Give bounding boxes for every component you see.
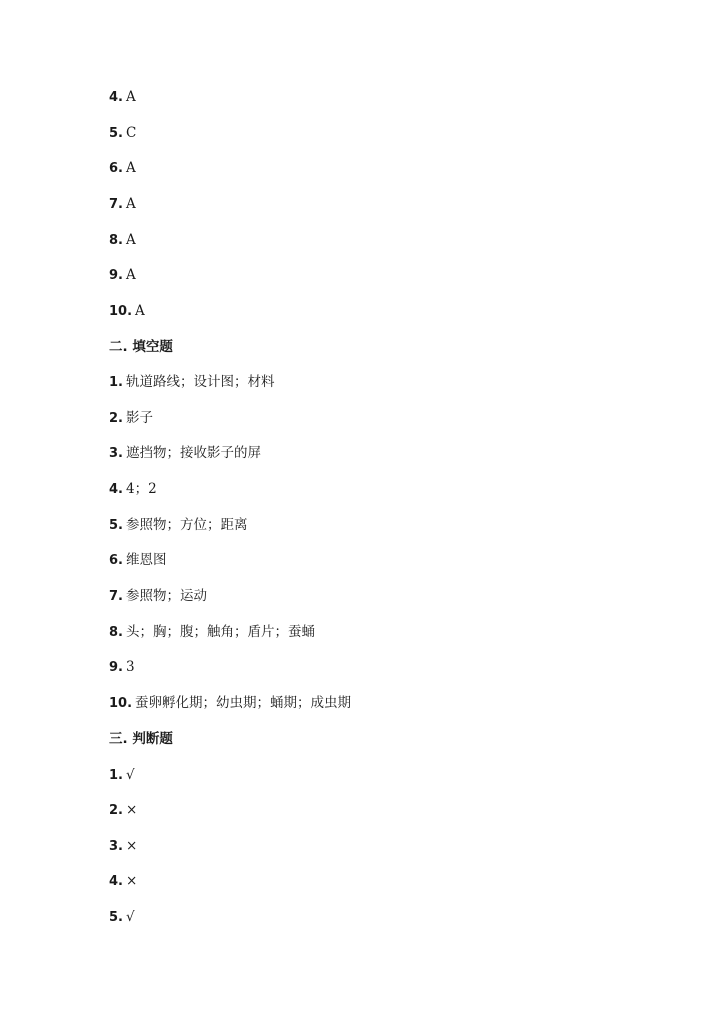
answer-text: √ [125,909,135,925]
question-number: 5. [109,518,123,533]
answer-line [109,122,136,144]
question-number: 4. [109,90,123,105]
question-number: 9. [109,660,123,675]
answer-line [109,549,166,571]
question-number: 10. [109,696,133,711]
answer-line [109,870,137,892]
question-number: 9. [109,268,123,283]
section-heading-true-false: 三. 判断题 [109,731,173,747]
answer-text: × [125,873,138,889]
question-number: 2. [109,803,123,818]
question-number: 7. [109,589,123,604]
question-number: 6. [109,161,123,176]
question-number: 6. [109,553,123,568]
answer-line [109,86,136,108]
answer-line [109,229,136,251]
answer-line [109,478,157,500]
answer-line [109,514,247,536]
answer-line [109,407,153,429]
question-number: 5. [109,126,123,141]
answer-text: 轨道路线；设计图；材料 [125,374,275,390]
answer-line [109,799,137,821]
answer-line [109,656,135,678]
answer-text: A [135,303,145,319]
question-number: 8. [109,625,123,640]
answer-line [109,585,207,607]
question-number: 5. [109,910,123,925]
answer-line [109,906,135,928]
question-number: 3. [109,839,123,854]
answer-line [109,264,136,286]
section-heading-fill-in: 二. 填空题 [109,339,173,355]
answer-text: C [125,125,137,141]
question-number: 2. [109,411,123,426]
answer-line [109,157,136,179]
question-number: 4. [109,874,123,889]
question-number: 7. [109,197,123,212]
answer-line [109,300,145,322]
answer-text: A [125,160,136,176]
answer-text: A [125,232,136,248]
answer-line [109,621,315,643]
answer-text: 维恩图 [125,552,167,568]
question-number: 10. [109,304,133,319]
answer-line [109,193,136,215]
answer-line [109,764,135,786]
answer-text: 遮挡物；接收影子的屏 [125,445,261,461]
answer-text: 3 [125,659,135,675]
answer-line [109,835,137,857]
question-number: 1. [109,768,123,783]
answer-text: A [125,267,136,283]
answer-text: × [125,838,138,854]
answer-text: 影子 [125,410,153,426]
answer-text: 4；2 [125,481,157,497]
answer-text: √ [125,767,135,783]
answer-text: A [125,196,136,212]
question-number: 3. [109,446,123,461]
answer-text: 参照物；方位；距离 [125,517,248,533]
answer-line [109,442,261,464]
question-number: 1. [109,375,123,390]
answer-text: 头；胸；腹；触角；盾片；蚕蛹 [125,624,315,640]
answer-line [109,371,274,393]
answer-line [109,692,351,714]
answer-text: 蚕卵孵化期；幼虫期；蛹期；成虫期 [135,695,352,711]
question-number: 4. [109,482,123,497]
question-number: 8. [109,233,123,248]
answer-text: × [125,802,138,818]
answer-text: 参照物；运动 [125,588,207,604]
answer-text: A [125,89,136,105]
